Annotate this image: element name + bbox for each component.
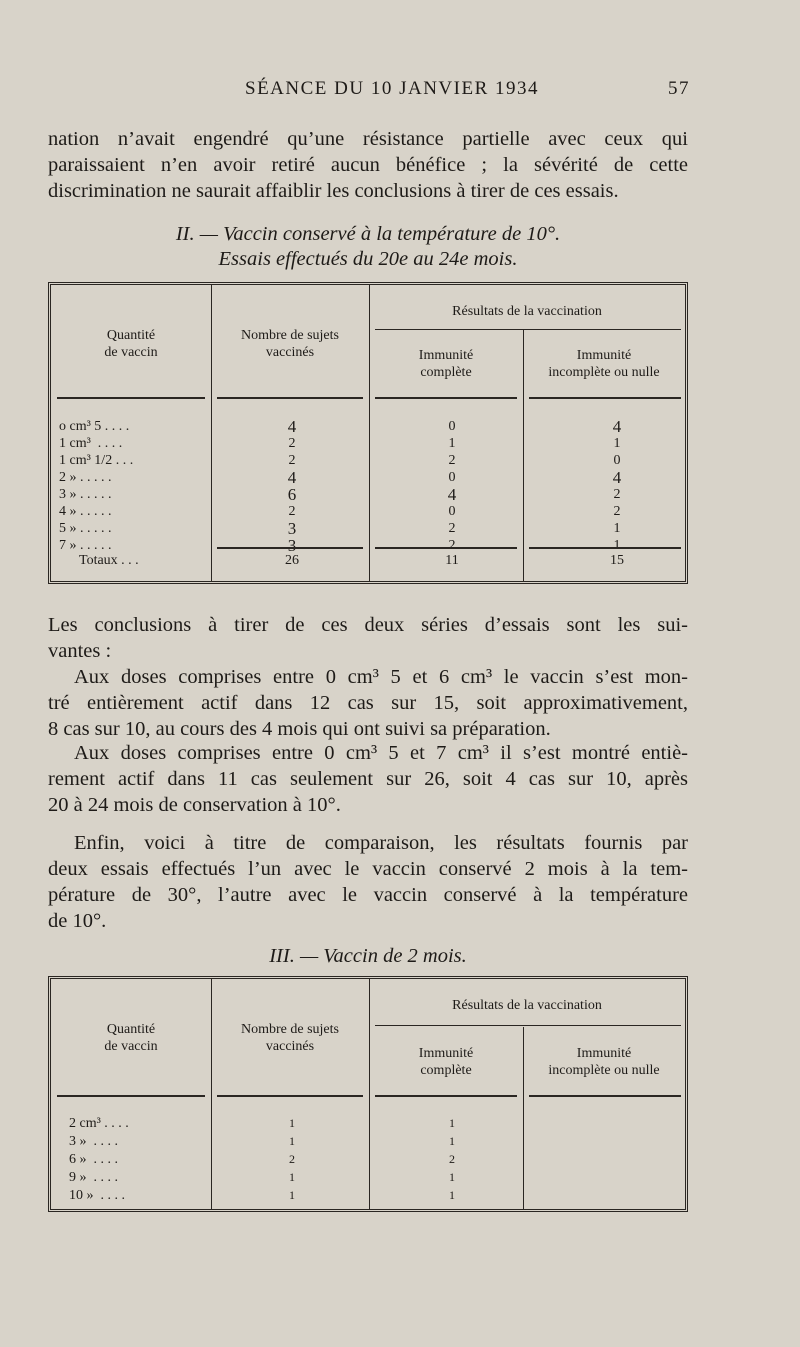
header-incomplete — [523, 347, 685, 381]
row-label: 2 cm³ . . . . — [69, 1116, 129, 1131]
table-rule — [375, 547, 517, 549]
table-rule — [369, 285, 370, 581]
text-line: discrimination ne saurait affaiblir les conclusions à tirer de ces essais. — [48, 180, 619, 202]
cell-subjects: 4 — [287, 468, 297, 487]
text-line: deux essais effectués l’un avec le vaccin conservé 2 mois à la tem- — [48, 858, 688, 880]
header-text: vaccinés — [265, 345, 315, 360]
cell-complete: 2 — [448, 453, 456, 468]
header-complete — [369, 347, 523, 381]
header-text: Immunité — [576, 348, 632, 363]
text-line: Les conclusions à tirer de ces deux séries d’essais sont les sui- — [48, 614, 688, 636]
cell-complete: 0 — [448, 419, 456, 434]
cell-incomplete: 1 — [613, 521, 621, 536]
row-label: 6 » . . . . — [69, 1152, 118, 1167]
cell-subjects: 6 — [287, 485, 297, 504]
cell-complete: 2 — [449, 1152, 455, 1166]
cell-subjects: 1 — [289, 1116, 295, 1130]
row-label: 2 » . . . . . — [59, 470, 112, 485]
cell-complete: 1 — [449, 1188, 455, 1202]
cell-complete: 1 — [448, 436, 456, 451]
cell-complete: 1 — [449, 1170, 455, 1184]
text-line: paraissaient n’en avoir retiré aucun bénéfice ; la sévérité de cette — [48, 154, 688, 176]
cell-complete: 1 — [449, 1134, 455, 1148]
heading-line: Essais effectués du 20e au 24e mois. — [218, 248, 518, 270]
cell-subjects: 1 — [289, 1134, 295, 1148]
row-label: o cm³ 5 . . . . — [59, 419, 130, 434]
cell-incomplete: 0 — [613, 453, 621, 468]
header-subjects — [211, 1021, 369, 1055]
cell-subjects: 3 — [287, 536, 297, 555]
text-line: pérature de 30°, l’autre avec le vaccin conservé à la température — [48, 884, 688, 906]
cell-subjects: 2 — [288, 504, 296, 519]
conclusions-paragraph-2 — [48, 664, 688, 742]
running-title: SÉANCE DU 10 JANVIER 1934 — [245, 78, 539, 99]
cell-complete: 2 — [448, 538, 456, 553]
heading-line: III. — Vaccin de 2 mois. — [269, 945, 467, 967]
table-rule — [217, 547, 363, 549]
table-rule — [375, 397, 517, 399]
row-label: 1 cm³ 1/2 . . . — [59, 453, 134, 468]
text-line: tré entièrement actif dans 12 cas sur 15, soit approximativement, — [48, 692, 688, 714]
header-text: de vaccin — [104, 345, 158, 360]
table-rule — [529, 1095, 681, 1097]
table-section-3 — [48, 976, 688, 1212]
header-text: incomplète ou nulle — [548, 1063, 660, 1078]
text-line: 8 cas sur 10, au cours des 4 mois qui ont suivi sa préparation. — [48, 718, 551, 740]
text-line: rement actif dans 11 cas seulement sur 26, soit 4 cas sur 10, après — [48, 768, 688, 790]
cell-subjects: 1 — [289, 1170, 295, 1184]
table-rule — [211, 979, 212, 1209]
row-label: 3 » . . . . — [69, 1134, 118, 1149]
section-heading-3 — [48, 944, 688, 969]
cell-subjects: 2 — [289, 1152, 295, 1166]
table-rule — [217, 397, 363, 399]
header-complete — [369, 1045, 523, 1079]
intro-paragraph — [48, 126, 688, 204]
header-text: complète — [420, 1063, 472, 1078]
conclusions-paragraph-4 — [48, 830, 688, 934]
header-results: Résultats de la vaccination — [452, 304, 602, 319]
cell-subjects: 26 — [285, 553, 299, 568]
cell-complete: 2 — [448, 521, 456, 536]
header-text: Immunité — [418, 1046, 474, 1061]
header-text: Immunité — [418, 348, 474, 363]
table-rule — [375, 1095, 517, 1097]
table-rule — [57, 397, 205, 399]
row-label: 4 » . . . . . — [59, 504, 112, 519]
text-line: vantes : — [48, 640, 112, 662]
table-rule — [217, 1095, 363, 1097]
cell-complete: 0 — [448, 470, 456, 485]
header-text: Immunité — [576, 1046, 632, 1061]
text-line: nation n’avait engendré qu’une résistance partielle avec ceux qui — [48, 128, 688, 150]
header-subjects — [211, 327, 369, 361]
row-label: 10 » . . . . — [69, 1188, 125, 1203]
row-label: 7 » . . . . . — [59, 538, 112, 553]
text-line: de 10°. — [48, 910, 107, 932]
cell-incomplete: 15 — [610, 553, 624, 568]
table-rule — [529, 547, 681, 549]
cell-incomplete: 4 — [612, 417, 622, 436]
header-text: Nombre de sujets — [241, 1022, 339, 1037]
table-rule — [375, 329, 681, 330]
row-label: Totaux . . . — [79, 553, 139, 568]
section-heading-2 — [48, 222, 688, 272]
cell-incomplete: 2 — [613, 504, 621, 519]
cell-complete: 11 — [445, 553, 459, 568]
cell-subjects: 1 — [289, 1188, 295, 1202]
table-section-2 — [48, 282, 688, 584]
row-label: 1 cm³ . . . . — [59, 436, 123, 451]
header-quantity — [51, 327, 211, 361]
cell-subjects: 2 — [288, 436, 296, 451]
table-rule — [529, 397, 681, 399]
cell-incomplete: 1 — [613, 538, 621, 553]
heading-line: II. — Vaccin conservé à la température de 10°. — [175, 223, 561, 245]
cell-subjects: 2 — [288, 453, 296, 468]
cell-incomplete: 2 — [613, 487, 621, 502]
text-line: Aux doses comprises entre 0 cm³ 5 et 6 cm³ le vaccin s’est mon- — [74, 666, 688, 688]
conclusions-paragraph-1 — [48, 612, 688, 664]
cell-complete: 1 — [449, 1116, 455, 1130]
text-line: Aux doses comprises entre 0 cm³ 5 et 7 cm³ il s’est montré entiè- — [74, 742, 688, 764]
cell-incomplete: 4 — [612, 468, 622, 487]
row-label: 9 » . . . . — [69, 1170, 118, 1185]
header-text: complète — [420, 365, 472, 380]
cell-complete: 0 — [448, 504, 456, 519]
row-label: 5 » . . . . . — [59, 521, 112, 536]
cell-subjects: 4 — [287, 417, 297, 436]
header-text: de vaccin — [104, 1039, 158, 1054]
table-rule — [375, 1025, 681, 1026]
table-rule — [57, 1095, 205, 1097]
cell-subjects: 3 — [287, 519, 297, 538]
header-text: Quantité — [106, 328, 156, 343]
text-line: Enfin, voici à titre de comparaison, les résultats fournis par — [74, 832, 688, 854]
page-number: 57 — [668, 78, 690, 99]
text-line: 20 à 24 mois de conservation à 10°. — [48, 794, 341, 816]
cell-incomplete: 1 — [613, 436, 621, 451]
conclusions-paragraph-3 — [48, 740, 688, 818]
row-label: 3 » . . . . . — [59, 487, 112, 502]
header-incomplete — [523, 1045, 685, 1079]
header-results: Résultats de la vaccination — [452, 998, 602, 1013]
header-text: vaccinés — [265, 1039, 315, 1054]
totals-row — [79, 552, 679, 569]
header-text: Nombre de sujets — [241, 328, 339, 343]
header-text: Quantité — [106, 1022, 156, 1037]
header-text: incomplète ou nulle — [548, 365, 660, 380]
header-quantity — [51, 1021, 211, 1055]
cell-complete: 4 — [447, 485, 457, 504]
